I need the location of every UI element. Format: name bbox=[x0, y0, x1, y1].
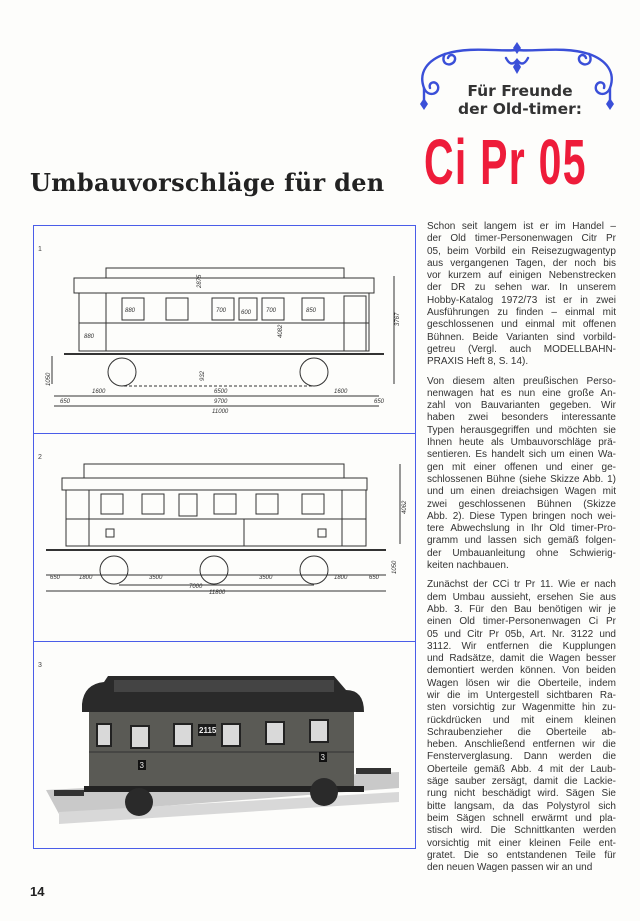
figure-3-photo bbox=[34, 642, 415, 848]
text-line: Wagen lösen wir die Oberteile, indem bbox=[427, 677, 616, 689]
dim-label: 932 bbox=[200, 370, 206, 381]
dim-label: 1800 bbox=[79, 575, 93, 581]
text-line: Schraubenzieher die Oberteile ab- bbox=[427, 726, 616, 738]
text-line: geschlossenen und einmal mit offenen bbox=[427, 319, 616, 331]
text-line: Abb. 2). Diese Typen bringen noch wei- bbox=[427, 510, 616, 522]
dim-label: 1800 bbox=[334, 575, 348, 581]
dim-label: 600 bbox=[241, 310, 252, 316]
dim-label: 6500 bbox=[214, 389, 228, 395]
class-mark: 3 bbox=[139, 761, 144, 770]
coach-side-elevation-1 bbox=[34, 226, 415, 433]
dim-label: 9700 bbox=[214, 399, 228, 405]
text-line: tere Abwechslung in Ihr Old timer-Pro- bbox=[427, 523, 616, 535]
dim-label: 1050 bbox=[46, 372, 52, 386]
kicker-line-1: Für Freunde bbox=[467, 82, 573, 100]
text-line: gratet. Die so entstandenen Teile für bbox=[427, 849, 616, 861]
text-line: säge sauber zersägt, damit die Lackie- bbox=[427, 776, 616, 788]
text-line: Zunächst der CCi tr Pr 11. Wie er nach bbox=[427, 579, 616, 591]
kicker-line-2: der Old-timer: bbox=[458, 100, 582, 118]
page-number: 14 bbox=[30, 884, 45, 899]
dim-label: 850 bbox=[306, 308, 317, 314]
text-line: heben. Anschließend entfernen wir die bbox=[427, 739, 616, 751]
kicker bbox=[430, 82, 610, 118]
text-line: keiten nachbauen. bbox=[427, 560, 509, 572]
text-line: gramm und lassen sich gemäß folgen- bbox=[427, 535, 616, 547]
class-mark: 3 bbox=[320, 753, 325, 762]
text-line: Fensterverglasung. Dann werden die bbox=[427, 751, 616, 763]
figure-frame bbox=[33, 225, 416, 849]
text-line: der DR zu sehen war. In unserem bbox=[427, 282, 616, 294]
dim-label: 11000 bbox=[212, 409, 229, 415]
text-line: bitte langsam, da das Polystyrol sich bbox=[427, 800, 616, 812]
text-line: der Umbauanleitung ohne Schwierig- bbox=[427, 547, 616, 559]
text-line: schlossenen Bühne (siehe Skizze Abb. 1) bbox=[427, 473, 616, 485]
figure-1-drawing bbox=[34, 226, 415, 434]
dim-label: 1600 bbox=[334, 389, 348, 395]
text-line: Hobby-Katalog 1972/73 ist er in zwei bbox=[427, 294, 616, 306]
text-line: gen mit einer offenen und einer ge- bbox=[427, 461, 616, 473]
text-line: stisch wird. Die Schnittkanten werden bbox=[427, 825, 616, 837]
text-line: 05, beim Vorbild ein Reisezugwagentyp bbox=[427, 245, 616, 257]
text-line: Abb. 3. Für den Bau benötigen wir je bbox=[427, 603, 616, 615]
text-line: PRAXIS Heft 8, S. 14). bbox=[427, 356, 529, 368]
text-line: Ihnen heute als Umbauvorschläge prä- bbox=[427, 437, 616, 449]
text-line: und um einen dreiachsigen Wagen mit bbox=[427, 486, 616, 498]
article-body bbox=[427, 221, 616, 881]
text-line: Bühnen. Beide Varianten sind vorbild- bbox=[427, 331, 616, 343]
text-line: zahl von Bauvarianten gegeben. Wir bbox=[427, 400, 616, 412]
dim-label: 650 bbox=[60, 399, 71, 405]
text-line: demontiert werden können. Von beiden bbox=[427, 665, 616, 677]
text-line: vorsichtig mit einer kleinen Feile ent- bbox=[427, 837, 616, 849]
dim-label: 3500 bbox=[259, 575, 273, 581]
text-line: haben zwei besonders interessante bbox=[427, 412, 616, 424]
text-line: Typen herausgegriffen und möchten sie bbox=[427, 424, 616, 436]
text-line: dem Umbau aussieht, ersehen Sie aus bbox=[427, 591, 616, 603]
dim-label: 700 bbox=[216, 308, 227, 314]
text-line: 3112. Wir entfernen die Kupplungen bbox=[427, 640, 616, 652]
text-line: aus vergangenen Tagen, der noch bis bbox=[427, 257, 616, 269]
dim-label: 4062 bbox=[402, 500, 408, 514]
text-line: zwei geschlossenen Bühnen (Skizze bbox=[427, 498, 616, 510]
text-line: Von diesem alten preußischen Perso- bbox=[427, 375, 616, 387]
dim-label: 650 bbox=[369, 575, 380, 581]
text-line: sentieren. Es handelt sich um einen Wa- bbox=[427, 449, 616, 461]
dim-label: 4082 bbox=[278, 324, 284, 338]
text-line: rückdrücken und mit einem kleinen bbox=[427, 714, 616, 726]
article-paragraph bbox=[427, 579, 616, 874]
coach-side-elevation-2 bbox=[34, 434, 415, 641]
text-line: einen Old timer-Personenwagen Ci Pr bbox=[427, 616, 616, 628]
text-line: 05 und Citr Pr 05b, Art. Nr. 3122 und bbox=[427, 628, 616, 640]
text-line: den neuen Wagen passen wir an und bbox=[427, 862, 593, 874]
text-line: der Old timer-Personenwagen Citr Pr bbox=[427, 233, 616, 245]
dim-label: 700 bbox=[266, 308, 277, 314]
dim-label: 880 bbox=[84, 334, 95, 340]
article-paragraph bbox=[427, 221, 616, 369]
dim-label: 3767 bbox=[395, 312, 401, 326]
dim-label: 650 bbox=[50, 575, 61, 581]
dim-label: 880 bbox=[125, 308, 136, 314]
car-number: 2115 bbox=[199, 726, 217, 735]
dim-label: 650 bbox=[374, 399, 385, 405]
dim-label: 1600 bbox=[92, 389, 106, 395]
dim-label: 3500 bbox=[149, 575, 163, 581]
page-title: Umbauvorschläge für den bbox=[30, 168, 385, 197]
text-line: sten vorsichtig zur Wagenmitte hin zu- bbox=[427, 702, 616, 714]
text-line: Schon seit langem ist er im Handel – bbox=[427, 221, 616, 232]
text-line: und Radsätze, damit die Wagen besser bbox=[427, 653, 616, 665]
figure-2-drawing bbox=[34, 434, 415, 642]
text-line: vor kurzem auf einigen Nebenstrecken bbox=[427, 270, 616, 282]
dim-label: 1050 bbox=[392, 560, 398, 574]
text-line: rung nicht beschädigt wird. Sägen Sie bbox=[427, 788, 616, 800]
text-line: beim Sägen schnell erwärmt und pla- bbox=[427, 812, 616, 824]
text-line: getreu (Vergl. auch MODELLBAHN- bbox=[427, 343, 616, 355]
article-paragraph bbox=[427, 376, 616, 573]
model-coach-photo bbox=[34, 642, 415, 848]
text-line: Ausführungen zu finden – einmal mit bbox=[427, 307, 616, 319]
dim-label: 2875 bbox=[197, 274, 203, 288]
text-line: Oberteile gemäß Abb. 4 mit der Laub- bbox=[427, 763, 616, 775]
figure-number: 1 bbox=[38, 246, 42, 253]
figure-number: 2 bbox=[38, 454, 42, 461]
dim-label: 11800 bbox=[209, 590, 226, 596]
figure-number: 3 bbox=[38, 662, 42, 669]
dim-label: 7000 bbox=[189, 584, 203, 590]
text-line: nenwagen hat es nun eine große An- bbox=[427, 387, 616, 399]
model-designation: Ci Pr 05 bbox=[424, 126, 587, 198]
text-line: wir die im Untergestell sichtbaren Ra- bbox=[427, 689, 616, 701]
